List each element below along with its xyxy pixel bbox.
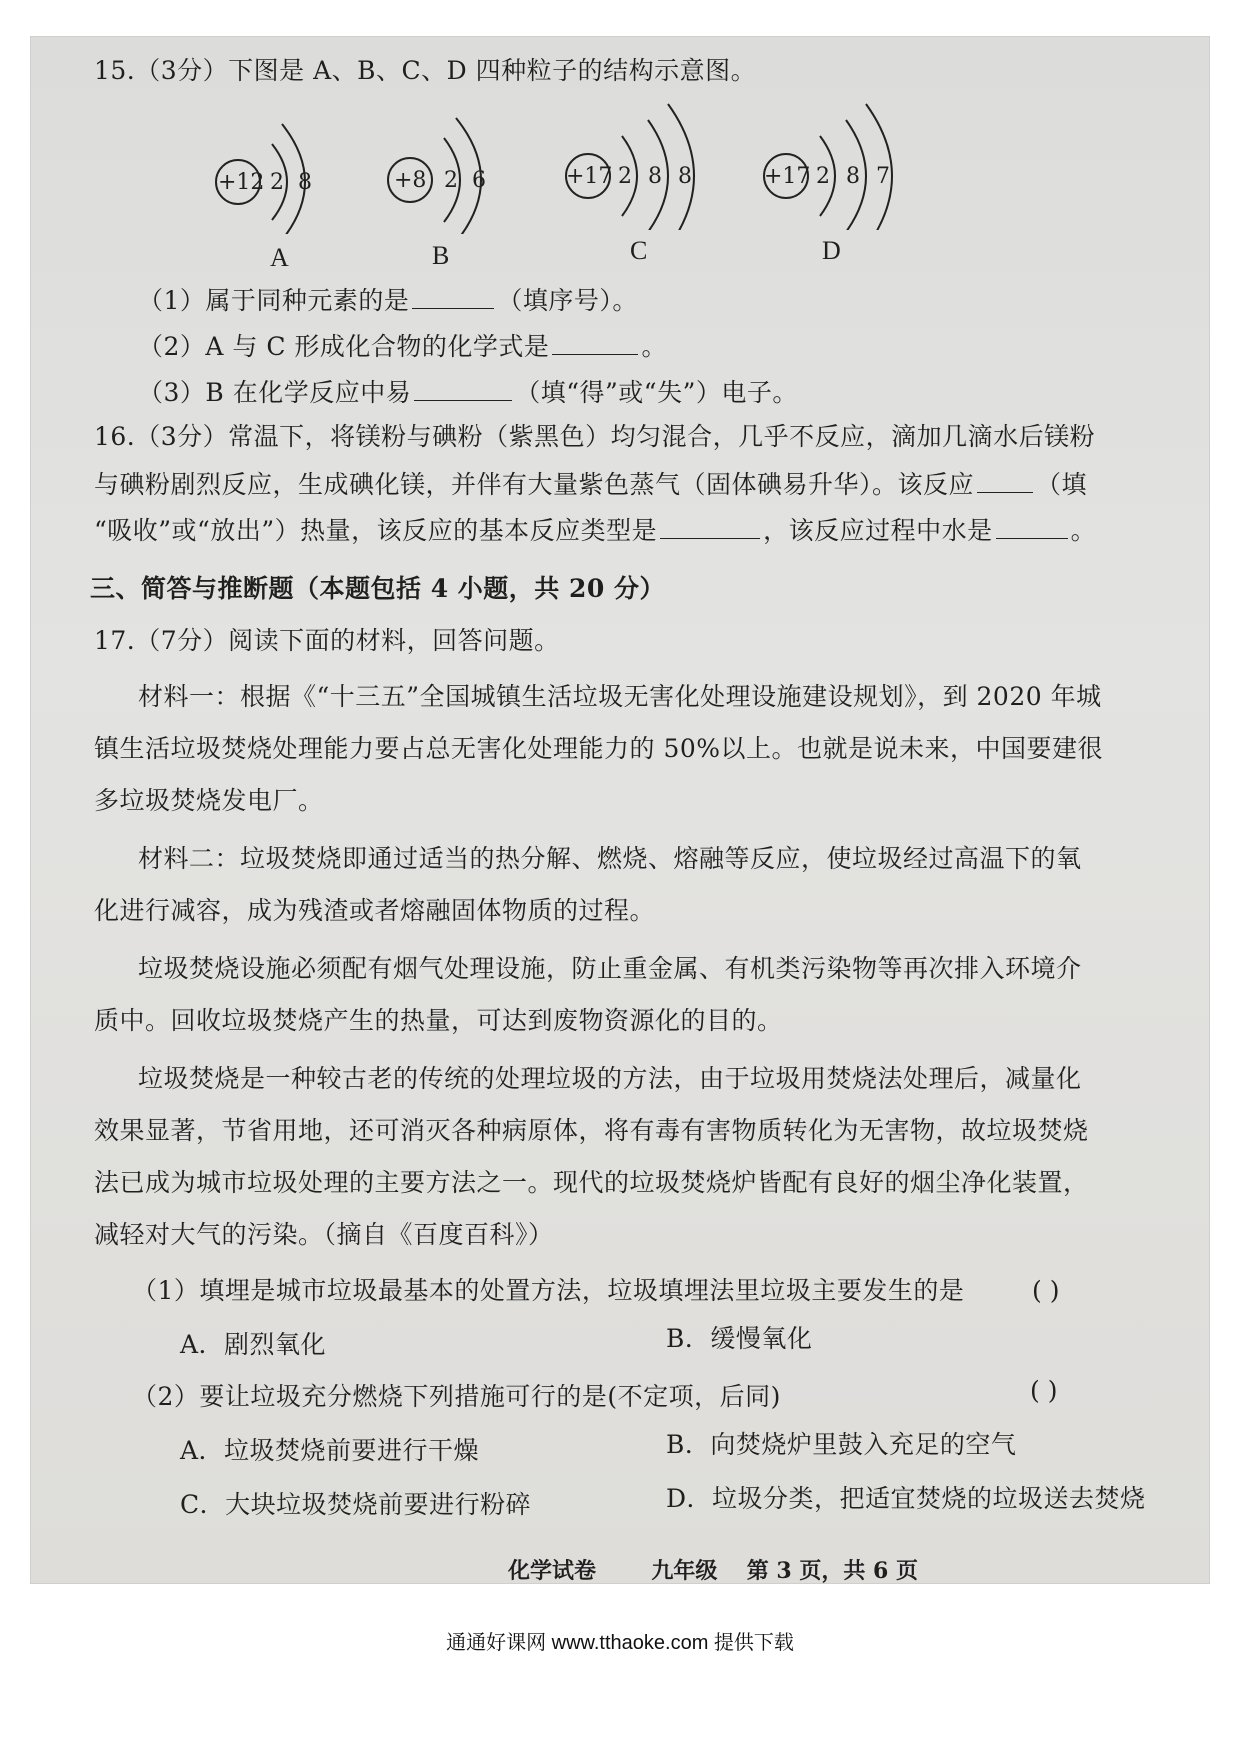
atom-c-shell-3: 8 [678,164,692,189]
q17-material-2-line-2: 化进行减容，成为残渣或者熔融固体物质的过程。 [94,896,656,925]
q16-type-blank[interactable] [660,516,760,539]
atom-d-shell-2: 8 [846,164,860,189]
q17-para-3-line-3: 法已成为城市垃圾处理的主要方法之一。现代的垃圾焚烧炉皆配有良好的烟尘净化装置， [94,1168,1089,1197]
q17-para-3-line-1: 垃圾焚烧是一种较古老的传统的处理垃圾的方法，由于垃圾用焚烧法处理后，减量化 [138,1064,1082,1093]
atom-d-nucleus: +17 [764,164,811,189]
q16-water-blank[interactable] [996,516,1068,539]
q15-title: 15.（3分）下图是 A、B、C、D 四种粒子的结构示意图。 [94,56,757,85]
q17-material-1-line-2: 镇生活垃圾焚烧处理能力要占总无害化处理能力的 50%以上。也就是说未来，中国要建很 [94,734,1104,763]
atom-d-shell-1: 2 [816,164,830,189]
q16-heat-blank[interactable] [977,470,1033,493]
atom-a-shells [210,94,390,234]
q17-para-2-line-1: 垃圾焚烧设施必须配有烟气处理设施，防止重金属、有机类污染物等再次排入环境介 [138,954,1082,983]
footer-subject: 化学试卷 [508,1558,597,1584]
footer-grade: 九年级 [651,1558,718,1584]
atom-b-shells [382,94,562,234]
atom-diagram-a [210,94,390,234]
q15-sub2: （2）A 与 C 形成化合物的化学式是 。 [138,332,667,361]
footer-page-number: 第 3 页，共 6 页 [746,1558,918,1584]
q17-sub2-option-d[interactable]: D．垃圾分类，把适宜焚烧的垃圾送去焚烧 [666,1484,1146,1513]
atom-c-label: C [630,236,648,265]
q17-sub2-answer-paren[interactable]: ( ) [1030,1376,1058,1405]
q17-para-3-line-4: 减轻对大气的污染。（摘自《百度百科》） [94,1220,554,1249]
atom-b-nucleus: +8 [394,168,427,193]
q17-para-2-line-2: 质中。回收垃圾焚烧产生的热量，可达到废物资源化的目的。 [94,1006,783,1035]
q16-line-1: 16.（3分）常温下，将镁粉与碘粉（紫黑色）均匀混合，几乎不反应，滴加几滴水后镁粉 [94,422,1096,451]
q17-sub1-option-b[interactable]: B．缓慢氧化 [666,1324,813,1353]
q17-sub2-option-b[interactable]: B．向焚烧炉里鼓入充足的空气 [666,1430,1017,1459]
atom-c-shell-2: 8 [648,164,662,189]
atom-c-shell-1: 2 [618,164,632,189]
q17-material-1-line-1: 材料一：根据《“十三五”全国城镇生活垃圾无害化处理设施建设规划》，到 2020 年城 [138,682,1102,711]
atom-b-shell-1: 2 [444,168,458,193]
q15-sub1-blank[interactable] [412,286,494,309]
atom-diagram-b [382,94,562,234]
q17-sub1-answer-paren[interactable]: ( ) [1032,1276,1060,1305]
atom-a-shell-2: 8 [298,170,312,195]
atom-d-shells [756,90,956,230]
page-footer [508,1554,918,1584]
q17-sub1-option-a[interactable]: A．剧烈氧化 [180,1330,327,1359]
q17-sub1: （1）填埋是城市垃圾最基本的处置方法，垃圾填埋法里垃圾主要发生的是 [132,1276,965,1305]
q16-line-2: 与碘粉剧烈反应，生成碘化镁，并伴有大量紫色蒸气（固体碘易升华）。该反应 （填 [94,470,1088,499]
q17-sub2: （2）要让垃圾充分燃烧下列措施可行的是(不定项，后同) [132,1382,781,1411]
atom-diagram-d [756,90,956,230]
atom-b-label: B [432,241,450,270]
q17-para-3-line-2: 效果显著，节省用地，还可消灭各种病原体，将有毒有害物质转化为无害物，故垃圾焚烧 [94,1116,1089,1145]
atom-a-label: A [270,243,289,272]
download-credit: 通通好课网 www.tthaoke.com 提供下载 [446,1632,794,1654]
q15-sub2-blank[interactable] [552,332,638,355]
q17-sub2-option-a[interactable]: A．垃圾焚烧前要进行干燥 [180,1436,480,1465]
exam-sheet [30,36,1210,1584]
q17-sub2-option-c[interactable]: C．大块垃圾焚烧前要进行粉碎 [180,1490,532,1519]
atom-a-shell-1: 2 [270,170,284,195]
q17-material-2-line-1: 材料二：垃圾焚烧即通过适当的热分解、燃烧、熔融等反应，使垃圾经过高温下的氧 [138,844,1082,873]
section-3-heading: 三、简答与推断题（本题包括 4 小题，共 20 分） [90,574,666,603]
atom-c-nucleus: +17 [566,164,613,189]
q17-title: 17.（7分）阅读下面的材料，回答问题。 [94,626,560,655]
q15-sub3-blank[interactable] [414,378,512,401]
q17-material-1-line-3: 多垃圾焚烧发电厂。 [94,786,324,815]
atom-a-nucleus: +12 [218,170,265,195]
atom-diagram-c [560,90,760,230]
q15-sub1: （1）属于同种元素的是 （填序号）。 [138,286,638,315]
q15-sub3: （3）B 在化学反应中易 （填“得”或“失”）电子。 [138,378,798,407]
q16-line-3: “吸收”或“放出”）热量，该反应的基本反应类型是 ，该反应过程中水是 。 [94,516,1097,545]
atom-b-shell-2: 6 [472,168,486,193]
atom-d-shell-3: 7 [876,164,890,189]
atom-d-label: D [822,236,841,265]
atom-c-shells [560,90,760,230]
